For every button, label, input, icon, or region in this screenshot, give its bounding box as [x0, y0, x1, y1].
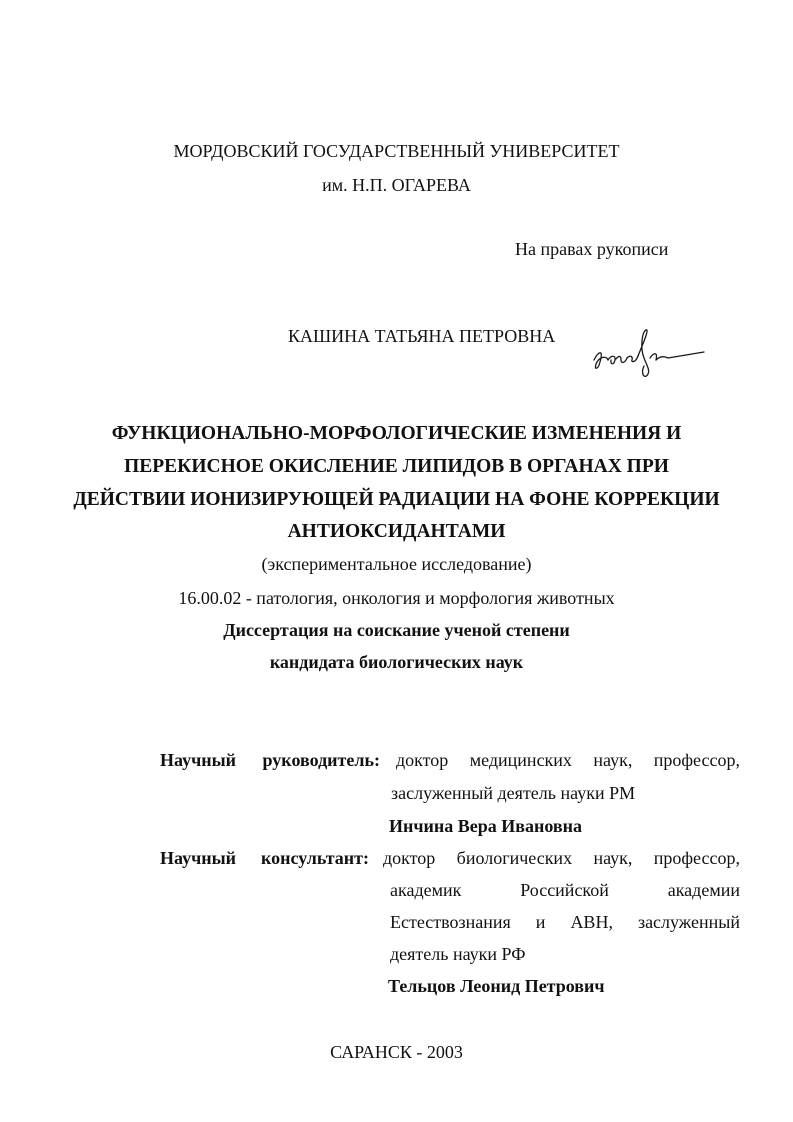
- thesis-title-line: АНТИОКСИДАНТАМИ: [287, 521, 506, 542]
- supervisor-label: Научный руководитель:: [160, 750, 380, 770]
- manuscript-rights-note: На правах рукописи: [515, 239, 669, 259]
- handwritten-signature-icon: [590, 322, 708, 384]
- thesis-subtitle: (экспериментальное исследование): [261, 554, 532, 574]
- city-year-footer: САРАНСК - 2003: [330, 1042, 463, 1062]
- supervisor-credentials: доктор медицинских наук, профессор,: [396, 750, 740, 770]
- thesis-title-line: ПЕРЕКИСНОЕ ОКИСЛЕНИЕ ЛИПИДОВ В ОРГАНАХ ПРИ: [124, 456, 669, 477]
- university-honorific: им. Н.П. ОГАРЕВА: [322, 175, 471, 195]
- supervisor-honor: заслуженный деятель науки РМ: [391, 783, 636, 803]
- degree-line: Диссертация на соискание ученой степени: [223, 620, 570, 640]
- degree-line: кандидата биологических наук: [269, 652, 524, 672]
- thesis-title-line: ФУНКЦИОНАЛЬНО-МОРФОЛОГИЧЕСКИЕ ИЗМЕНЕНИЯ И: [111, 423, 682, 444]
- consultant-credentials: доктор биологических наук, профессор,: [383, 848, 740, 868]
- consultant-honor: деятель науки РФ: [390, 944, 526, 964]
- university-name: МОРДОВСКИЙ ГОСУДАРСТВЕННЫЙ УНИВЕРСИТЕТ: [173, 141, 620, 161]
- specialty-code: 16.00.02 - патология, онкология и морфология животных: [178, 588, 615, 608]
- supervisor-name: Инчина Вера Ивановна: [389, 816, 583, 836]
- consultant-name: Тельцов Леонид Петрович: [388, 976, 605, 996]
- consultant-academy: академик Российской академии: [390, 880, 740, 900]
- consultant-academy-continued: Естествознания и АВН, заслуженный: [390, 912, 740, 932]
- author-name: КАШИНА ТАТЬЯНА ПЕТРОВНА: [288, 326, 556, 346]
- thesis-title-line: ДЕЙСТВИИ ИОНИЗИРУЮЩЕЙ РАДИАЦИИ НА ФОНЕ КОРРЕКЦИИ: [73, 489, 720, 510]
- consultant-label: Научный консультант:: [160, 848, 369, 868]
